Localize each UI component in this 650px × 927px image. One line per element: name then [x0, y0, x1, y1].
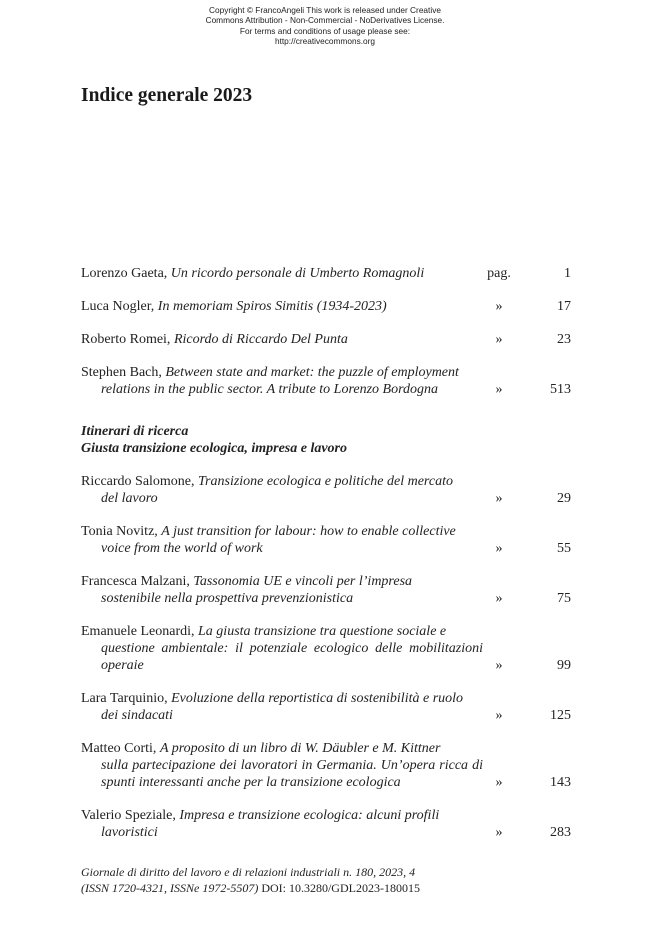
- toc-entry-page-number: 143: [550, 775, 571, 790]
- toc-entry-title: Ricordo di Riccardo Del Punta: [173, 332, 348, 347]
- toc-entry-page-number: 1: [564, 266, 571, 281]
- toc-entry-title-cont: voice from the world of work: [101, 541, 263, 556]
- toc-entry-title-cont: lavoristici: [101, 825, 158, 840]
- footer-journal: Giornale di diritto del lavoro e di relazioni industriali n. 180, 2023, 4: [81, 865, 416, 879]
- toc-entry: [81, 364, 571, 398]
- toc-entry-author: Valerio Speziale,: [81, 808, 176, 823]
- toc-entry: [81, 740, 571, 791]
- toc-entry-text: [81, 623, 483, 674]
- toc-entry-page-marker: »: [495, 825, 503, 840]
- footer-citation: [81, 864, 501, 896]
- toc-entry-text: [81, 523, 483, 557]
- toc-entry-title: In memoriam Spiros Simitis (1934-2023): [157, 299, 387, 314]
- toc-entry-author: Francesca Malzani,: [81, 574, 190, 589]
- toc-entry-title: Tassonomia UE e vincoli per l’impresa: [193, 574, 413, 589]
- toc-entry-page-marker: »: [495, 775, 503, 790]
- toc-entry-title-cont: sostenibile nella prospettiva prevenzionistica: [101, 591, 354, 606]
- section-heading: [81, 423, 571, 457]
- toc-entry-page-number: 513: [550, 382, 571, 397]
- toc-entry-title: Impresa e transizione ecologica: alcuni profili: [179, 808, 440, 823]
- toc-entry-title-cont: dei sindacati: [101, 708, 173, 723]
- footer-issn: (ISSN 1720-4321, ISSNe 1972-5507): [81, 881, 259, 895]
- toc-entry-title: A just transition for labour: how to enable collective: [161, 524, 456, 539]
- copyright-notice: [0, 5, 650, 46]
- toc-entry-title: Evoluzione della reportistica di sostenibilità e ruolo: [171, 691, 464, 706]
- toc-entry: [81, 690, 571, 724]
- section-heading-line: Giusta transizione ecologica, impresa e lavoro: [81, 441, 347, 456]
- toc-entry-author: Matteo Corti,: [81, 741, 157, 756]
- toc-entry-text: [81, 690, 483, 724]
- section-entries: [81, 473, 571, 841]
- copyright-line: Copyright © FrancoAngeli This work is released under Creative: [209, 5, 441, 15]
- toc-entry: [81, 473, 571, 507]
- toc-entry-title: Between state and market: the puzzle of employment: [165, 365, 459, 380]
- toc-entry-author: Lara Tarquinio,: [81, 691, 168, 706]
- copyright-link[interactable]: http://creativecommons.org: [274, 35, 376, 46]
- table-of-contents: [81, 265, 571, 857]
- copyright-line: Commons Attribution - Non-Commercial - NoDerivatives License.: [205, 15, 445, 26]
- toc-entry-page-number: 55: [557, 541, 571, 556]
- toc-entry: [81, 298, 571, 315]
- toc-entry-text: [81, 265, 483, 282]
- toc-entry-author: Emanuele Leonardi,: [81, 624, 195, 639]
- section-heading-line: Itinerari di ricerca: [81, 424, 189, 439]
- toc-entry: [81, 573, 571, 607]
- toc-entry-text: [81, 807, 483, 841]
- toc-entry-author: Lorenzo Gaeta,: [81, 266, 168, 281]
- toc-entry-text: [81, 573, 483, 607]
- toc-entry-page-number: 99: [557, 658, 571, 673]
- toc-entry-author: Roberto Romei,: [81, 332, 171, 347]
- page-title: Indice generale 2023: [81, 85, 253, 106]
- toc-entry-page-number: 283: [550, 825, 571, 840]
- toc-entry-title-cont: sulla partecipazione dei lavoratori in Germania. Un’opera ricca di spunti interessanti anche per la transizione ecologica: [101, 758, 483, 790]
- toc-entry-author: Riccardo Salomone,: [81, 474, 195, 489]
- toc-entry: [81, 523, 571, 557]
- toc-entry-author: Tonia Novitz,: [81, 524, 158, 539]
- toc-entry-title-cont: relations in the public sector. A tribute to Lorenzo Bordogna: [101, 382, 439, 397]
- toc-entry-page-number: 17: [557, 299, 571, 314]
- copyright-line: For terms and conditions of usage please see:: [239, 25, 411, 36]
- toc-entry-title: Transizione ecologica e politiche del mercato: [198, 474, 453, 489]
- toc-entry-page-marker: »: [495, 299, 503, 314]
- toc-entry-text: [81, 364, 483, 398]
- toc-entry-page-number: 23: [557, 332, 571, 347]
- toc-entry-page-marker: »: [495, 591, 503, 606]
- toc-entry-page-marker: »: [495, 541, 503, 556]
- toc-entry: [81, 623, 571, 674]
- toc-entry-title: La giusta transizione tra questione sociale e: [198, 624, 447, 639]
- toc-entry-page-marker: »: [495, 382, 503, 397]
- toc-entry-page-marker: »: [495, 491, 503, 506]
- toc-entry-page-marker: »: [495, 658, 503, 673]
- toc-entry-page-number: 75: [557, 591, 571, 606]
- toc-entry-author: Stephen Bach,: [81, 365, 162, 380]
- toc-entry-title-cont: questione ambientale: il potenziale ecologico delle mobilitazioni operaie: [101, 641, 483, 673]
- toc-entry-title: Un ricordo personale di Umberto Romagnoli: [170, 266, 425, 281]
- toc-entry: [81, 265, 571, 282]
- toc-entry-page-marker: »: [495, 708, 503, 723]
- toc-entry-page-number: 125: [550, 708, 571, 723]
- toc-entry: [81, 807, 571, 841]
- toc-entry-text: [81, 331, 483, 348]
- toc-entry-text: [81, 473, 483, 507]
- toc-entry: [81, 331, 571, 348]
- toc-entry-text: [81, 740, 483, 791]
- toc-entry-page-marker: pag.: [487, 266, 511, 281]
- toc-entry-text: [81, 298, 483, 315]
- toc-entry-author: Luca Nogler,: [81, 299, 155, 314]
- toc-entry-page-number: 29: [557, 491, 571, 506]
- toc-entry-title: A proposito di un libro di W. Däubler e M. Kittner: [159, 741, 441, 756]
- header-entries: [81, 265, 571, 398]
- footer-ids: [81, 880, 501, 896]
- toc-entry-title-cont: del lavoro: [101, 491, 158, 506]
- toc-entry-page-marker: »: [495, 332, 503, 347]
- footer-doi: DOI: 10.3280/GDL2023-180015: [261, 881, 420, 895]
